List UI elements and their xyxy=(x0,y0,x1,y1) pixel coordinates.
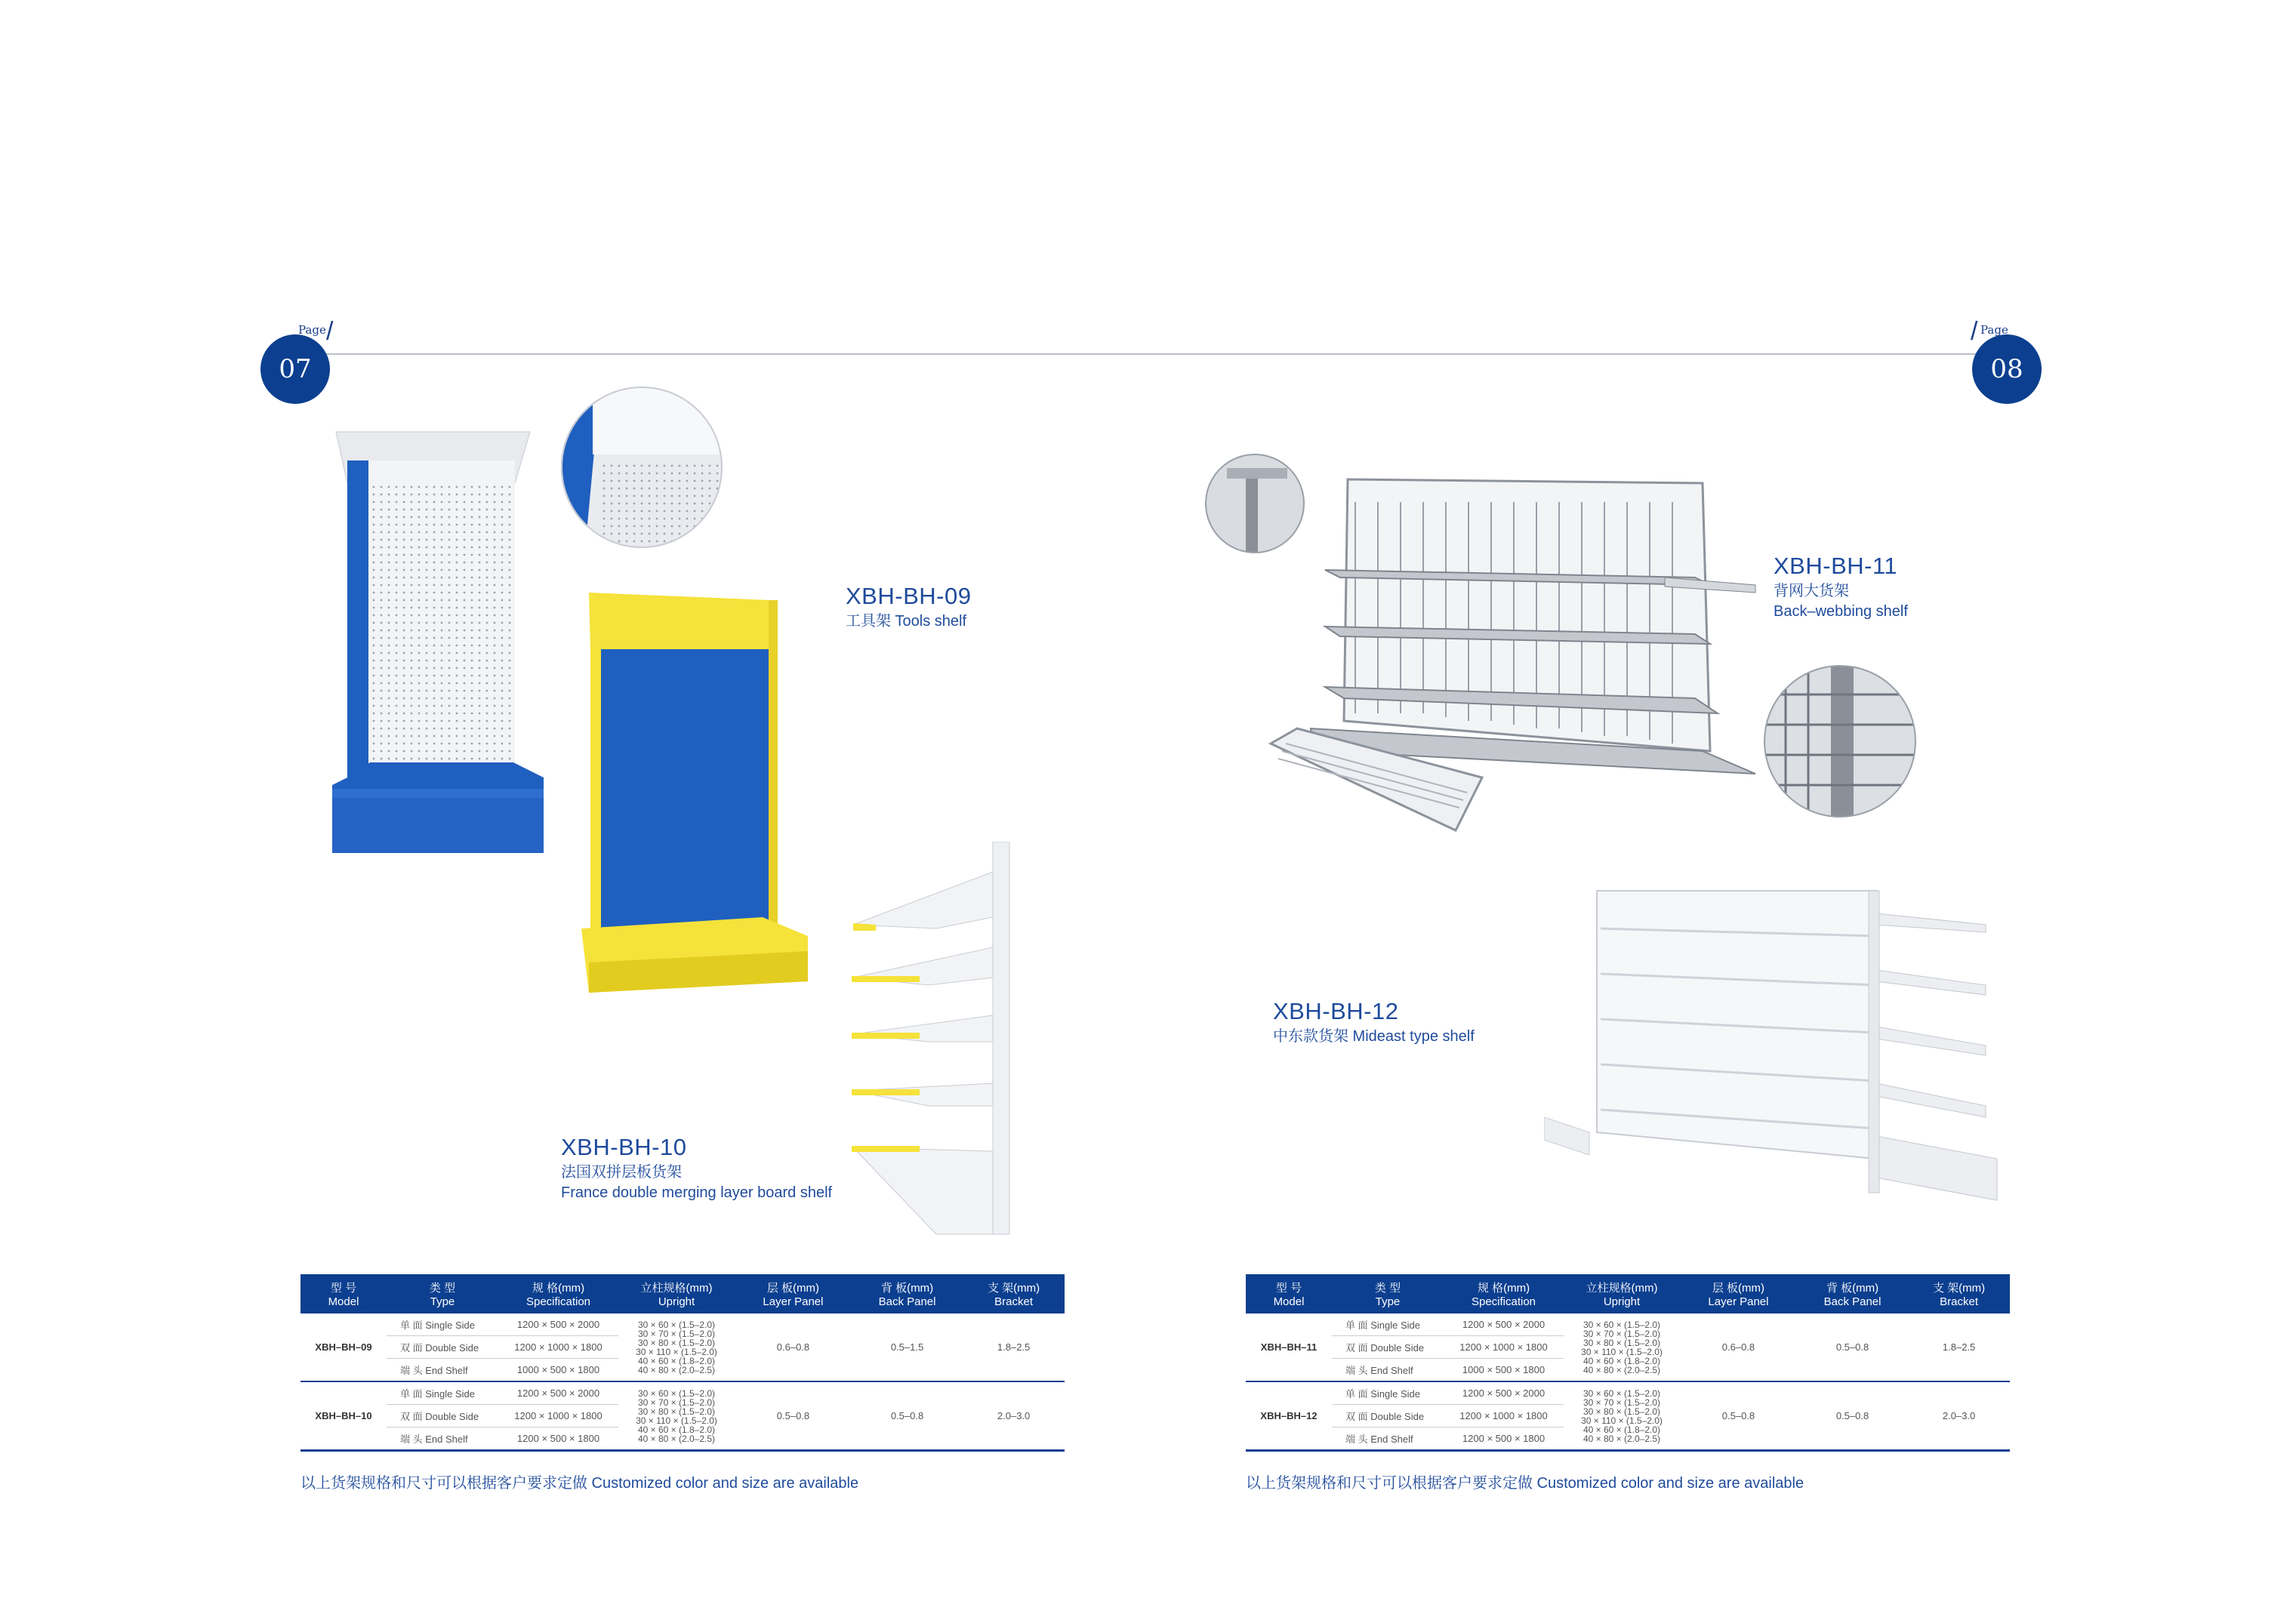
customization-note-right: 以上货架规格和尺寸可以根据客户要求定做 Customized color and size are available xyxy=(1246,1475,1804,1492)
back-webbing-panel-image xyxy=(1267,725,1486,838)
page-slash-left: / xyxy=(326,317,334,346)
product-desc-xbh-bh-11-en: Back–webbing shelf xyxy=(1774,603,1908,620)
table-row xyxy=(1246,1381,2010,1405)
upright-cell: 30 × 60 × (1.5–2.0) 30 × 70 × (1.5–2.0) 30 × 80 × (1.5–2.0) 30 × 110 × (1.5–2.0) 40 × 60 × (1.8–2.0) 40 × 80 × (2.0–2.5) xyxy=(618,1381,735,1451)
model-cell: XBH–BH–12 xyxy=(1246,1381,1332,1451)
header-bracket: 支 架(mm) Bracket xyxy=(1908,1274,2010,1313)
back-cell: 0.5–0.8 xyxy=(852,1381,963,1451)
type-cell: 端 头 End Shelf xyxy=(1332,1359,1444,1382)
spec-table-header-row xyxy=(300,1274,1065,1313)
spec-cell: 1000 × 500 × 1800 xyxy=(498,1359,618,1382)
upright-cell: 30 × 60 × (1.5–2.0) 30 × 70 × (1.5–2.0) 30 × 80 × (1.5–2.0) 30 × 110 × (1.5–2.0) 40 × 60 × (1.8–2.0) 40 × 80 × (2.0–2.5) xyxy=(1564,1381,1680,1451)
layer-cell: 0.6–0.8 xyxy=(1680,1313,1797,1381)
spec-cell: 1200 × 500 × 2000 xyxy=(1444,1381,1564,1405)
type-cell: 单 面 Single Side xyxy=(387,1381,498,1405)
tools-shelf-detail-circle xyxy=(555,387,729,549)
france-shelf-side-image xyxy=(846,842,1019,1242)
type-cell: 单 面 Single Side xyxy=(1332,1381,1444,1405)
spec-cell: 1200 × 1000 × 1800 xyxy=(1444,1405,1564,1427)
back-webbing-detail-circle-left xyxy=(1204,453,1306,559)
product-desc-xbh-bh-12: 中东款货架 Mideast type shelf xyxy=(1273,1028,1475,1045)
model-cell: XBH–BH–09 xyxy=(300,1313,387,1381)
bracket-cell: 2.0–3.0 xyxy=(963,1381,1065,1451)
bracket-cell: 1.8–2.5 xyxy=(1908,1313,2010,1381)
type-cell: 单 面 Single Side xyxy=(1332,1313,1444,1336)
layer-cell: 0.5–0.8 xyxy=(735,1381,852,1451)
bracket-cell: 2.0–3.0 xyxy=(1908,1381,2010,1451)
type-cell: 单 面 Single Side xyxy=(387,1313,498,1336)
type-cell: 端 头 End Shelf xyxy=(1332,1427,1444,1451)
type-cell: 端 头 End Shelf xyxy=(387,1427,498,1451)
type-cell: 双 面 Double Side xyxy=(1332,1336,1444,1359)
spec-table-header-row xyxy=(1246,1274,2010,1313)
spec-cell: 1200 × 1000 × 1800 xyxy=(498,1405,618,1427)
product-title-xbh-bh-09: XBH-BH-09 xyxy=(846,583,972,609)
type-cell: 双 面 Double Side xyxy=(1332,1405,1444,1427)
header-back: 背 板(mm) Back Panel xyxy=(852,1274,963,1313)
header-layer: 层 板(mm) Layer Panel xyxy=(735,1274,852,1313)
product-title-xbh-bh-12: XBH-BH-12 xyxy=(1273,998,1399,1024)
header-type: 类 型 Type xyxy=(387,1274,498,1313)
table-row xyxy=(300,1313,1065,1336)
header-bracket: 支 架(mm) Bracket xyxy=(963,1274,1065,1313)
page-slash-right: / xyxy=(1971,317,1978,346)
product-desc-xbh-bh-10-cn: 法国双拼层板货架 xyxy=(561,1164,682,1181)
page-label-left: Page xyxy=(298,323,326,337)
type-cell: 双 面 Double Side xyxy=(387,1336,498,1359)
spec-cell: 1000 × 500 × 1800 xyxy=(1444,1359,1564,1382)
product-title-xbh-bh-10: XBH-BH-10 xyxy=(561,1134,687,1160)
spec-cell: 1200 × 500 × 2000 xyxy=(498,1381,618,1405)
header-rule xyxy=(298,353,2005,355)
spec-cell: 1200 × 500 × 2000 xyxy=(498,1313,618,1336)
header-layer: 层 板(mm) Layer Panel xyxy=(1680,1274,1797,1313)
product-desc-xbh-bh-10-en: France double merging layer board shelf xyxy=(561,1184,833,1201)
model-cell: XBH–BH–10 xyxy=(300,1381,387,1451)
header-back: 背 板(mm) Back Panel xyxy=(1797,1274,1908,1313)
product-desc-xbh-bh-09: 工具架 Tools shelf xyxy=(846,613,967,630)
spec-table-right xyxy=(1246,1274,2010,1452)
back-cell: 0.5–0.8 xyxy=(1797,1313,1908,1381)
page-label-right: Page xyxy=(1980,323,2008,337)
upright-cell: 30 × 60 × (1.5–2.0) 30 × 70 × (1.5–2.0) 30 × 80 × (1.5–2.0) 30 × 110 × (1.5–2.0) 40 × 60 × (1.8–2.0) 40 × 80 × (2.0–2.5) xyxy=(1564,1313,1680,1381)
spec-cell: 1200 × 1000 × 1800 xyxy=(498,1336,618,1359)
spec-cell: 1200 × 500 × 1800 xyxy=(1444,1427,1564,1451)
back-cell: 0.5–1.5 xyxy=(852,1313,963,1381)
france-shelf-image xyxy=(574,589,819,1023)
bracket-cell: 1.8–2.5 xyxy=(963,1313,1065,1381)
back-cell: 0.5–0.8 xyxy=(1797,1381,1908,1451)
product-desc-xbh-bh-11-cn: 背网大货架 xyxy=(1774,583,1849,599)
header-model: 型 号 Model xyxy=(1246,1274,1332,1313)
mideast-shelf-image xyxy=(1544,883,2001,1215)
spec-table-left xyxy=(300,1274,1065,1452)
model-cell: XBH–BH–11 xyxy=(1246,1313,1332,1381)
header-model: 型 号 Model xyxy=(300,1274,387,1313)
type-cell: 双 面 Double Side xyxy=(387,1405,498,1427)
header-spec: 规 格(mm) Specification xyxy=(498,1274,618,1313)
product-title-xbh-bh-11: XBH-BH-11 xyxy=(1774,553,1898,579)
customization-note-left: 以上货架规格和尺寸可以根据客户要求定做 Customized color and size are available xyxy=(300,1475,859,1492)
header-upright: 立柱规格(mm) Upright xyxy=(1564,1274,1680,1313)
page-number-right: 08 xyxy=(1972,334,2042,404)
page-number-left: 07 xyxy=(260,334,330,404)
header-spec: 规 格(mm) Specification xyxy=(1444,1274,1564,1313)
spec-cell: 1200 × 1000 × 1800 xyxy=(1444,1336,1564,1359)
layer-cell: 0.6–0.8 xyxy=(735,1313,852,1381)
type-cell: 端 头 End Shelf xyxy=(387,1359,498,1382)
tools-shelf-image xyxy=(325,430,551,861)
header-type: 类 型 Type xyxy=(1332,1274,1444,1313)
back-webbing-detail-circle-right xyxy=(1763,664,1918,819)
layer-cell: 0.5–0.8 xyxy=(1680,1381,1797,1451)
spec-cell: 1200 × 500 × 2000 xyxy=(1444,1313,1564,1336)
spec-cell: 1200 × 500 × 1800 xyxy=(498,1427,618,1451)
table-row xyxy=(300,1381,1065,1405)
header-upright: 立柱规格(mm) Upright xyxy=(618,1274,735,1313)
upright-cell: 30 × 60 × (1.5–2.0) 30 × 70 × (1.5–2.0) 30 × 80 × (1.5–2.0) 30 × 110 × (1.5–2.0) 40 × 60 × (1.8–2.0) 40 × 80 × (2.0–2.5) xyxy=(618,1313,735,1381)
table-row xyxy=(1246,1313,2010,1336)
